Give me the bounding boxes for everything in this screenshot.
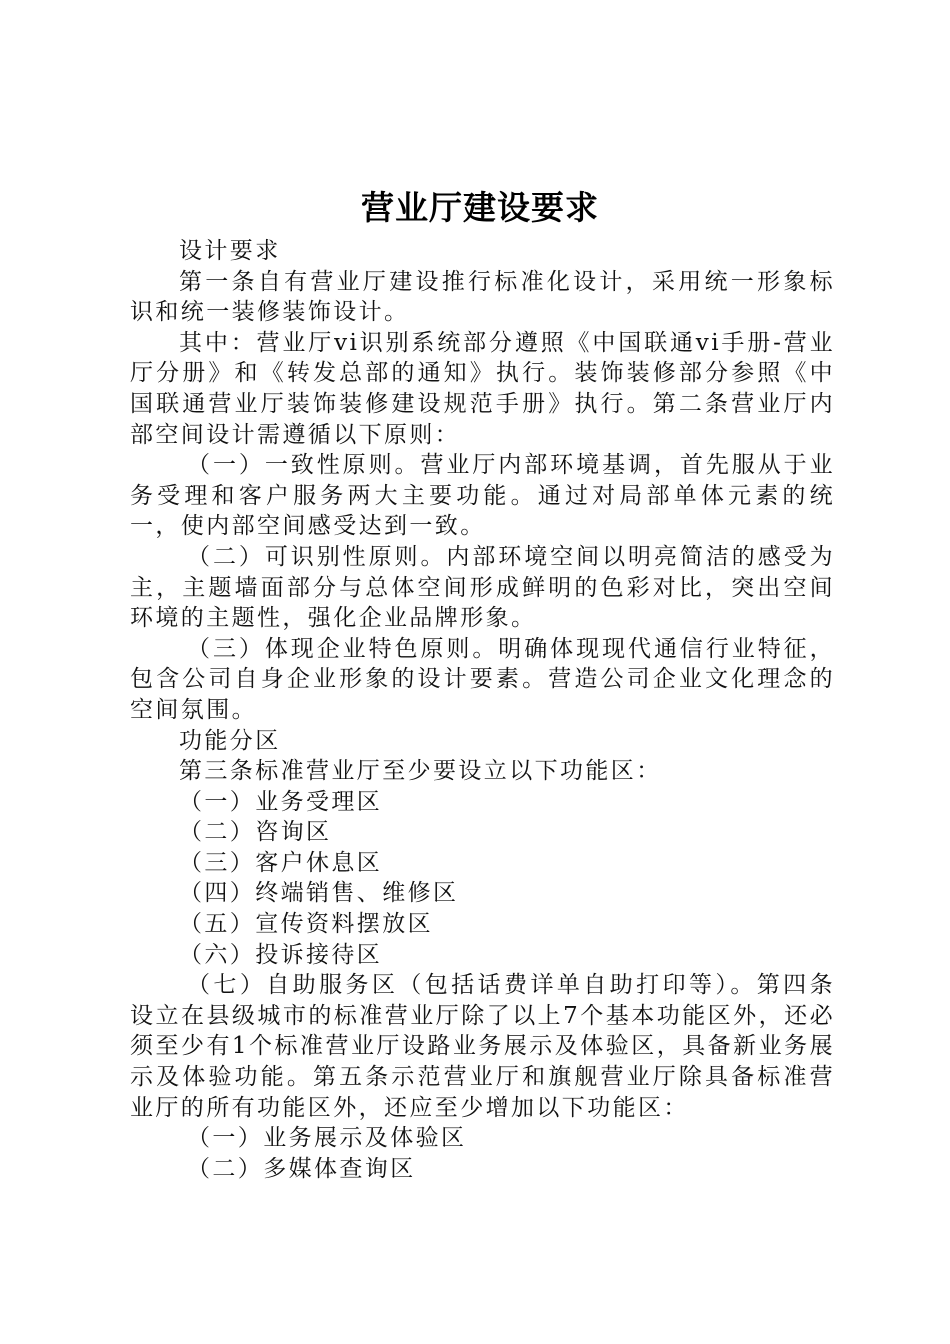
- list-item-zone-3: （三）客户休息区: [179, 849, 383, 876]
- list-item-zone-4: （四）终端销售、维修区: [179, 880, 459, 907]
- section-heading-design: 设计要求: [179, 238, 281, 264]
- list-item-zone-1: （一）业务受理区: [179, 788, 383, 815]
- list-item-zone-5: （五）宣传资料摆放区: [179, 911, 433, 938]
- document-title: 营业厅建设要求: [361, 188, 599, 227]
- list-item-extra-zone-2: （二）多媒体查询区: [187, 1155, 416, 1182]
- list-item-extra-zone-1: （一）业务展示及体验区: [187, 1125, 467, 1152]
- paragraph-article-1: 第一条自有营业厅建设推行标准化设计，采用统一形象标识和统一装修装饰设计。: [130, 268, 835, 326]
- list-item-zone-6: （六）投诉接待区: [179, 941, 383, 968]
- list-item-zone-2: （二）咨询区: [179, 819, 332, 846]
- principle-identifiability: （二）可识别性原则。内部环境空间以明亮简洁的感受为主，主题墙面部分与总体空间形成鲜明的色彩对比，突出空间环境的主题性，强化企业品牌形象。: [130, 543, 835, 632]
- paragraph-article-3: 第三条标准营业厅至少要设立以下功能区：: [179, 758, 662, 785]
- section-heading-zones: 功能分区: [179, 727, 281, 754]
- principle-enterprise-feature: （三）体现企业特色原则。明确体现现代通信行业特征，包含公司自身企业形象的设计要素。营造公司企业文化理念的空间氛围。: [130, 635, 835, 723]
- principle-consistency: （一）一致性原则。营业厅内部环境基调，首先服从于业务受理和客户服务两大主要功能。通过对局部单体元素的统一，使内部空间感受达到一致。: [130, 452, 835, 540]
- document-body: [130, 236, 835, 1184]
- paragraph-article-1-detail: 其中：营业厅vi识别系统部分遵照《中国联通vi手册-营业厅分册》和《转发总部的通知》执行。装饰装修部分参照《中国联通营业厅装饰装修建设规范手册》执行。第二条营业厅内部空间设计需遵循以下原则：: [130, 329, 835, 448]
- list-item-zone-7: （七）自助服务区（包括话费详单自助打印等）。第四条设立在县级城市的标准营业厅除了以上7个基本功能区外，还必须至少有1个标准营业厅设路业务展示及体验区，具备新业务展示及体验功能。第五条示范营业厅和旗舰营业厅除具备标准营业厅的所有功能区外，还应至少增加以下功能区：: [130, 972, 835, 1121]
